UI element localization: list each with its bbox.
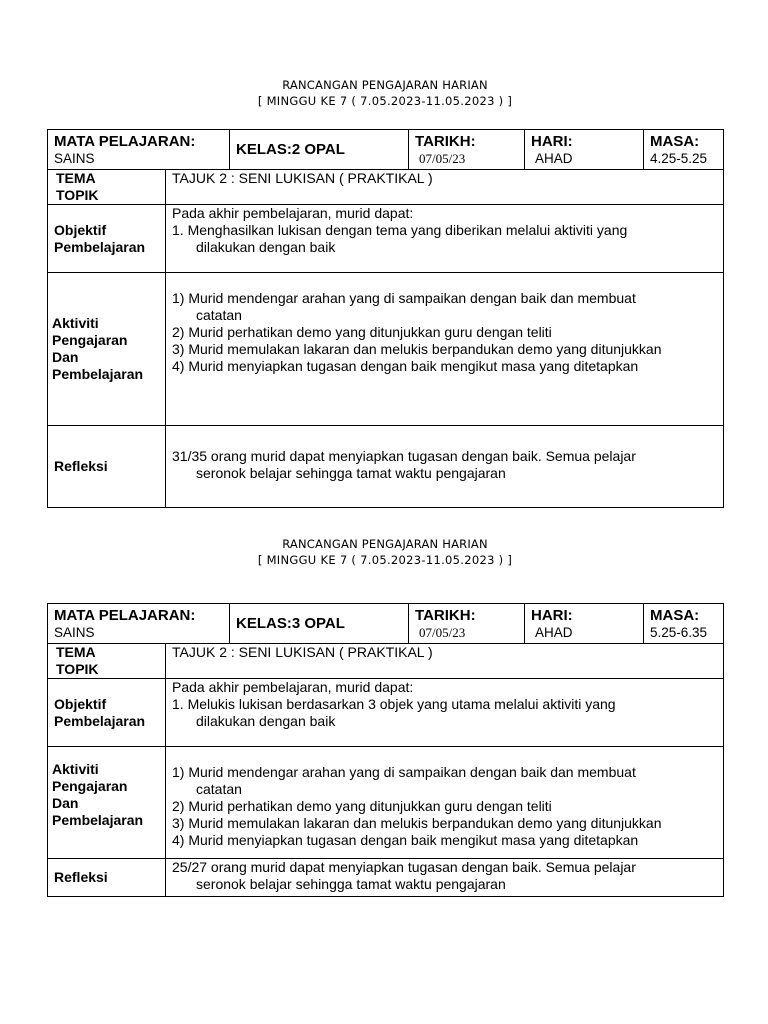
reflection-line-1: 31/35 orang murid dapat menyiapkan tugasan dengan baik. Semua pelajar bbox=[172, 448, 636, 464]
plan-2-header bbox=[47, 537, 723, 568]
day-label: HARI: bbox=[531, 607, 573, 624]
subject-cell bbox=[48, 604, 230, 644]
activity-row bbox=[48, 747, 724, 859]
reflection-content bbox=[166, 426, 724, 508]
activity-content bbox=[166, 273, 724, 426]
activity-label-2: Pengajaran bbox=[52, 778, 128, 794]
activity-label-4: Pembelajaran bbox=[52, 366, 144, 382]
reflection-line-2: seronok belajar sehingga tamat waktu pengajaran bbox=[196, 876, 506, 892]
objective-label-2: Pembelajaran bbox=[54, 712, 146, 729]
day-label: HARI: bbox=[531, 133, 573, 150]
plan-title: RANCANGAN PENGAJARAN HARIAN bbox=[282, 537, 488, 551]
reflection-row bbox=[48, 426, 724, 508]
day-cell bbox=[525, 130, 644, 170]
class-cell: KELAS:2 OPAL bbox=[230, 130, 409, 170]
objective-row bbox=[48, 679, 724, 747]
objective-label-2: Pembelajaran bbox=[54, 238, 146, 255]
time-value: 5.25-6.35 bbox=[650, 625, 708, 640]
objective-intro: Pada akhir pembelajaran, murid dapat: bbox=[172, 205, 414, 221]
plan-1 bbox=[47, 129, 723, 508]
activity-1b: catatan bbox=[196, 307, 242, 323]
theme-label bbox=[48, 644, 166, 679]
objective-line-1: 1. Menghasilkan lukisan dengan tema yang diberikan melalui aktiviti yang bbox=[172, 222, 628, 238]
activity-3: 3) Murid memulakan lakaran dan melukis berpandukan demo yang ditunjukkan bbox=[172, 815, 662, 831]
lesson-plan-table bbox=[47, 129, 724, 508]
theme-label bbox=[48, 170, 166, 205]
activity-row bbox=[48, 273, 724, 426]
time-value: 4.25-5.25 bbox=[650, 151, 708, 166]
subject-value: SAINS bbox=[54, 151, 95, 166]
time-cell bbox=[644, 604, 724, 644]
activity-label-3: Dan bbox=[52, 795, 79, 811]
activity-4: 4) Murid menyiapkan tugasan dengan baik mengikut masa yang ditetapkan bbox=[172, 358, 639, 374]
activity-label-3: Dan bbox=[52, 349, 79, 365]
date-label: TARIKH: bbox=[415, 607, 476, 624]
objective-label bbox=[48, 679, 166, 747]
date-label: TARIKH: bbox=[415, 133, 476, 150]
reflection-content bbox=[166, 859, 724, 897]
day-value: AHAD bbox=[535, 151, 573, 166]
date-value: 07/05/23 bbox=[419, 625, 466, 640]
day-cell bbox=[525, 604, 644, 644]
objective-intro: Pada akhir pembelajaran, murid dapat: bbox=[172, 679, 414, 695]
theme-label-1: TEMA bbox=[56, 644, 96, 660]
day-value: AHAD bbox=[535, 625, 573, 640]
reflection-line-1: 25/27 orang murid dapat menyiapkan tugasan dengan baik. Semua pelajar bbox=[172, 859, 636, 875]
activity-2: 2) Murid perhatikan demo yang ditunjukkan guru dengan teliti bbox=[172, 324, 552, 340]
date-cell bbox=[409, 604, 525, 644]
activity-4: 4) Murid menyiapkan tugasan dengan baik mengikut masa yang ditetapkan bbox=[172, 832, 639, 848]
plan-title: RANCANGAN PENGAJARAN HARIAN bbox=[282, 78, 488, 92]
header-row bbox=[48, 130, 724, 170]
plan-week: [ MINGGU KE 7 ( 7.05.2023-11.05.2023 ) ] bbox=[257, 553, 513, 567]
reflection-row bbox=[48, 859, 724, 897]
objective-content bbox=[166, 205, 724, 273]
objective-label bbox=[48, 205, 166, 273]
activity-label-2: Pengajaran bbox=[52, 332, 128, 348]
objective-line-2: dilakukan dengan baik bbox=[196, 713, 336, 729]
reflection-label: Refleksi bbox=[48, 859, 166, 897]
plan-week: [ MINGGU KE 7 ( 7.05.2023-11.05.2023 ) ] bbox=[257, 94, 513, 108]
theme-label-1: TEMA bbox=[56, 170, 96, 186]
activity-label-4: Pembelajaran bbox=[52, 812, 144, 828]
plan-2 bbox=[47, 603, 723, 897]
activity-1a: 1) Murid mendengar arahan yang di sampaikan dengan baik dan membuat bbox=[172, 764, 636, 780]
theme-label-2: TOPIK bbox=[56, 661, 99, 677]
class-cell: KELAS:3 OPAL bbox=[230, 604, 409, 644]
theme-label-2: TOPIK bbox=[56, 187, 99, 203]
date-value: 07/05/23 bbox=[419, 151, 466, 166]
date-cell bbox=[409, 130, 525, 170]
activity-label bbox=[48, 273, 166, 426]
subject-value: SAINS bbox=[54, 625, 95, 640]
activity-label bbox=[48, 747, 166, 859]
activity-1b: catatan bbox=[196, 781, 242, 797]
lesson-plan-table bbox=[47, 603, 724, 897]
activity-label-1: Aktiviti bbox=[52, 761, 99, 777]
activity-content bbox=[166, 747, 724, 859]
theme-row bbox=[48, 644, 724, 679]
activity-label-1: Aktiviti bbox=[52, 315, 99, 331]
subject-cell bbox=[48, 130, 230, 170]
subject-label: MATA PELAJARAN: bbox=[54, 133, 196, 150]
theme-row bbox=[48, 170, 724, 205]
objective-line-1: 1. Melukis lukisan berdasarkan 3 objek yang utama melalui aktiviti yang bbox=[172, 696, 616, 712]
objective-label-1: Objektif bbox=[54, 221, 107, 238]
time-label: MASA: bbox=[650, 133, 700, 150]
time-label: MASA: bbox=[650, 607, 700, 624]
activity-3: 3) Murid memulakan lakaran dan melukis berpandukan demo yang ditunjukkan bbox=[172, 341, 662, 357]
time-cell bbox=[644, 130, 724, 170]
reflection-label: Refleksi bbox=[48, 426, 166, 508]
theme-value: TAJUK 2 : SENI LUKISAN ( PRAKTIKAL ) bbox=[166, 644, 724, 679]
plan-1-header bbox=[47, 78, 723, 109]
objective-line-2: dilakukan dengan baik bbox=[196, 239, 336, 255]
reflection-line-2: seronok belajar sehingga tamat waktu pengajaran bbox=[196, 465, 506, 481]
activity-2: 2) Murid perhatikan demo yang ditunjukkan guru dengan teliti bbox=[172, 798, 552, 814]
objective-row bbox=[48, 205, 724, 273]
header-row bbox=[48, 604, 724, 644]
activity-1a: 1) Murid mendengar arahan yang di sampaikan dengan baik dan membuat bbox=[172, 290, 636, 306]
objective-content bbox=[166, 679, 724, 747]
objective-label-1: Objektif bbox=[54, 695, 107, 712]
subject-label: MATA PELAJARAN: bbox=[54, 607, 196, 624]
theme-value: TAJUK 2 : SENI LUKISAN ( PRAKTIKAL ) bbox=[166, 170, 724, 205]
